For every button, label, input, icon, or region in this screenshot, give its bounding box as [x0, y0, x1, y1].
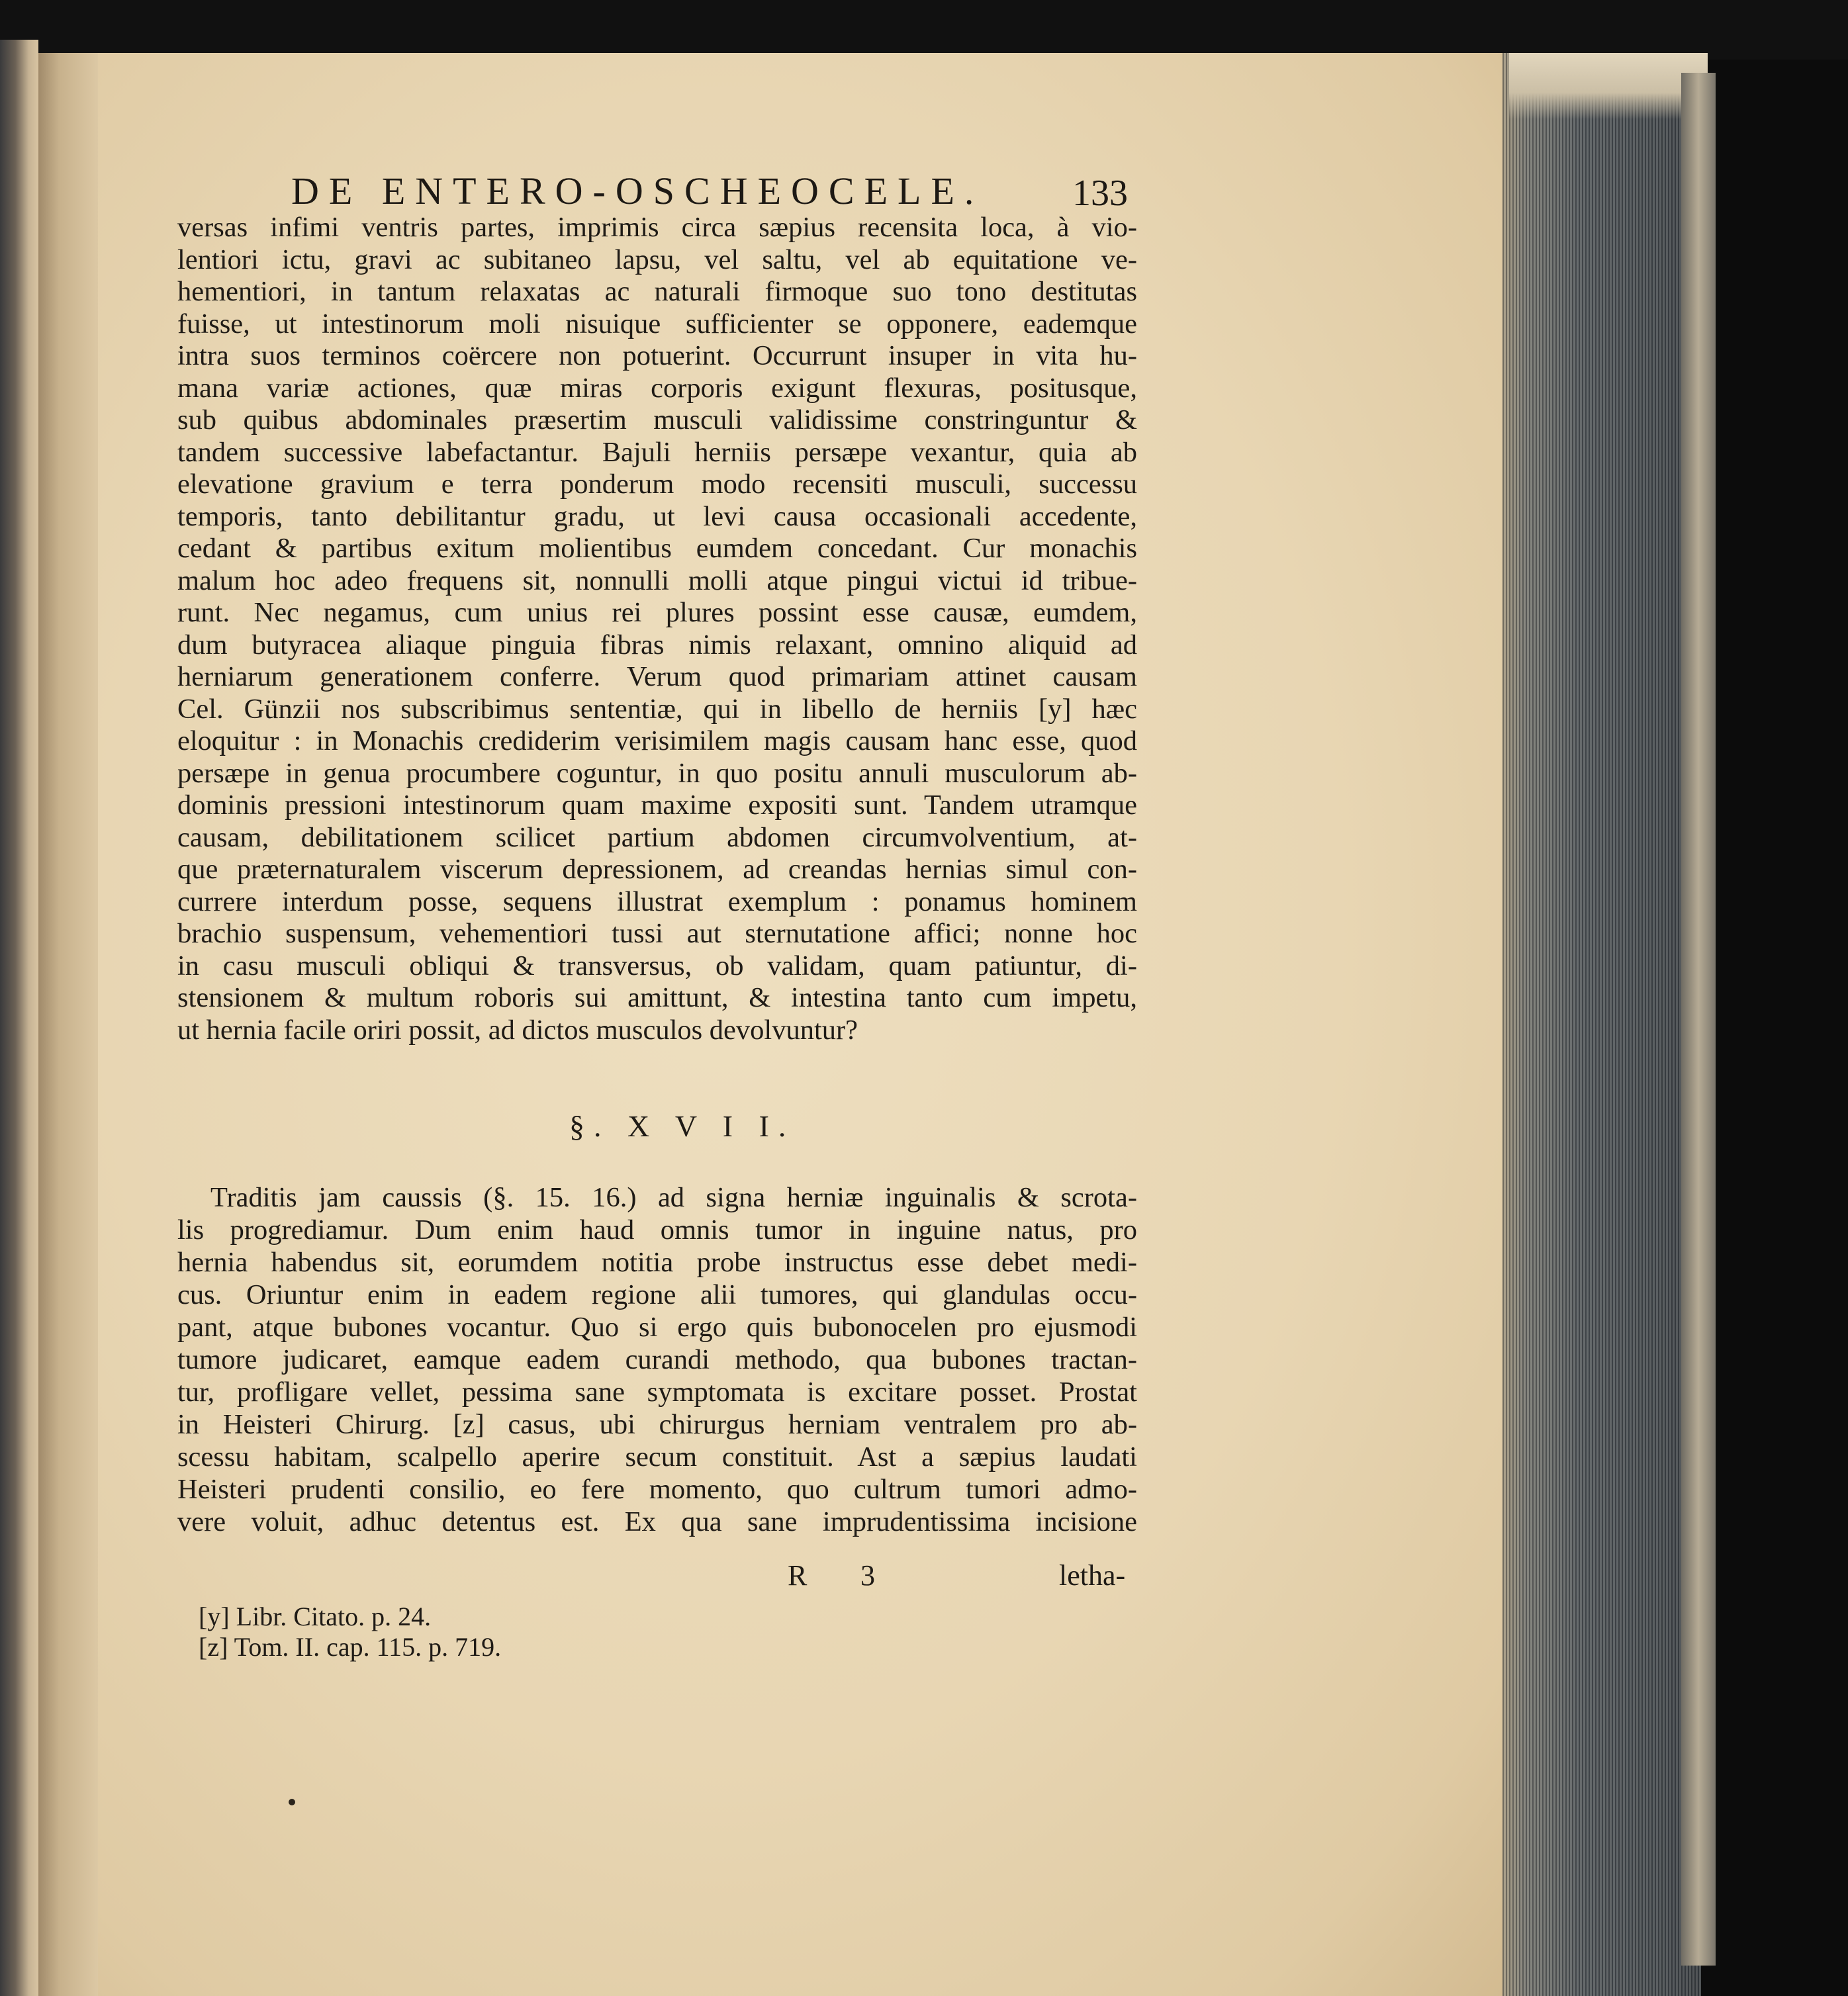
- text-line: hementiori, in tantum relaxatas ac naturali firmoque suo tono destitutas: [177, 276, 1137, 307]
- text-line: runt. Nec negamus, cum unius rei plures possint esse causæ, eumdem,: [177, 597, 1137, 628]
- text-line: stensionem & multum roboris sui amittunt, & intestina tanto cum impetu,: [177, 982, 1137, 1013]
- text-line: persæpe in genua procumbere coguntur, in quo positu annuli musculorum ab-: [177, 757, 1137, 789]
- text-line: cus. Oriuntur enim in eadem regione alii tumores, qui glandulas occu-: [177, 1279, 1137, 1310]
- text-line: dominis pressioni intestinorum quam maxime expositi sunt. Tandem utramque: [177, 790, 1137, 821]
- signature-mark: R: [788, 1559, 808, 1592]
- left-page-edge: [0, 40, 38, 1996]
- footnote: [y] Libr. Citato. p. 24.: [199, 1602, 432, 1631]
- text-line: Traditis jam caussis (§. 15. 16.) ad signa herniæ inguinalis & scrota-: [210, 1182, 1137, 1213]
- footnotes: [199, 1602, 501, 1662]
- text-line: herniarum generationem conferre. Verum quod primariam attinet causam: [177, 661, 1137, 692]
- text-line: malum hoc adeo frequens sit, nonnulli molli atque pingui victui id tribue-: [177, 565, 1137, 596]
- text-line: temporis, tanto debilitantur gradu, ut levi causa occasionali accedente,: [177, 500, 1137, 532]
- text-line: tumore judicaret, eamque eadem curandi methodo, qua bubones tractan-: [177, 1344, 1137, 1375]
- page-block-fore-edge: [1502, 53, 1701, 1996]
- text-line: scessu habitam, scalpello aperire secum constituit. Ast a sæpius laudati: [177, 1441, 1137, 1473]
- page-block-top: [1509, 53, 1708, 119]
- text-line: elevatione gravium e terra ponderum modo recensiti musculi, successu: [177, 469, 1137, 500]
- footnote: [z] Tom. II. cap. 115. p. 719.: [199, 1632, 502, 1662]
- text-line: ut hernia facile oriri possit, ad dictos musculos devolvuntur?: [177, 1014, 858, 1046]
- text-line: tandem successive labefactantur. Bajuli herniis persæpe vexantur, quia ab: [177, 436, 1137, 468]
- text-line: hernia habendus sit, eorumdem notitia probe instructus esse debet medi-: [177, 1247, 1137, 1278]
- text-line: versas infimi ventris partes, imprimis circa sæpius recensita loca, à vio-: [177, 212, 1137, 243]
- text-line: fuisse, ut intestinorum moli nisuique sufficienter se opponere, eademque: [177, 308, 1137, 340]
- section-heading: §. X V I I.: [569, 1109, 796, 1143]
- text-line: tur, profligare vellet, pessima sane symptomata is excitare posset. Prostat: [177, 1377, 1137, 1408]
- text-line: pant, atque bubones vocantur. Quo si ergo quis bubonocelen pro ejusmodi: [177, 1312, 1137, 1343]
- text-line: causam, debilitationem scilicet partium abdomen circumvolventium, at-: [177, 821, 1137, 853]
- signature-number: 3: [860, 1559, 875, 1592]
- page-number: 133: [1072, 173, 1128, 214]
- gutter-shadow: [38, 53, 98, 1996]
- text-line: currere interdum posse, sequens illustrat exemplum : ponamus hominem: [177, 885, 1137, 917]
- paragraph-1: [177, 212, 1137, 1046]
- paragraph-2: [177, 1181, 1137, 1538]
- text-line: in Heisteri Chirurg. [z] casus, ubi chirurgus herniam ventralem pro ab-: [177, 1409, 1137, 1440]
- ink-spot: [289, 1799, 295, 1805]
- text-line: Heisteri prudenti consilio, eo fere momento, quo cultrum tumori admo-: [177, 1474, 1137, 1505]
- text-line: dum butyracea aliaque pinguia fibras nimis relaxant, omnino aliquid ad: [177, 629, 1137, 660]
- running-head: DE ENTERO-OSCHEOCELE.: [291, 169, 984, 212]
- text-line: que præternaturalem viscerum depressionem, ad creandas hernias simul con-: [177, 854, 1137, 885]
- text-line: sub quibus abdominales præsertim musculi validissime constringuntur &: [177, 404, 1137, 435]
- text-line: intra suos terminos coërcere non potuerint. Occurrunt insuper in vita hu-: [177, 340, 1137, 371]
- text-line: eloquitur : in Monachis crediderim verisimilem magis causam hanc esse, quod: [177, 725, 1137, 756]
- text-line: Cel. Günzii nos subscribimus sententiæ, qui in libello de herniis [y] hæc: [177, 693, 1137, 725]
- text-line: lentiori ictu, gravi ac subitaneo lapsu, vel saltu, vel ab equitatione ve-: [177, 244, 1137, 275]
- top-background: [0, 0, 1848, 60]
- text-line: in casu musculi obliqui & transversus, ob validam, quam patiuntur, di-: [177, 950, 1137, 981]
- text-line: cedant & partibus exitum molientibus eumdem concedant. Cur monachis: [177, 533, 1137, 564]
- text-line: lis progrediamur. Dum enim haud omnis tumor in inguine natus, pro: [177, 1214, 1137, 1246]
- text-line: brachio suspensum, vehementiori tussi aut sternutatione affici; nonne hoc: [177, 918, 1137, 949]
- catchword: letha-: [1059, 1559, 1126, 1592]
- text-line: vere voluit, adhuc detentus est. Ex qua sane imprudentissima incisione: [177, 1506, 1137, 1537]
- text-line: mana variæ actiones, quæ miras corporis exigunt flexuras, positusque,: [177, 372, 1137, 404]
- cover-edge: [1681, 73, 1716, 1966]
